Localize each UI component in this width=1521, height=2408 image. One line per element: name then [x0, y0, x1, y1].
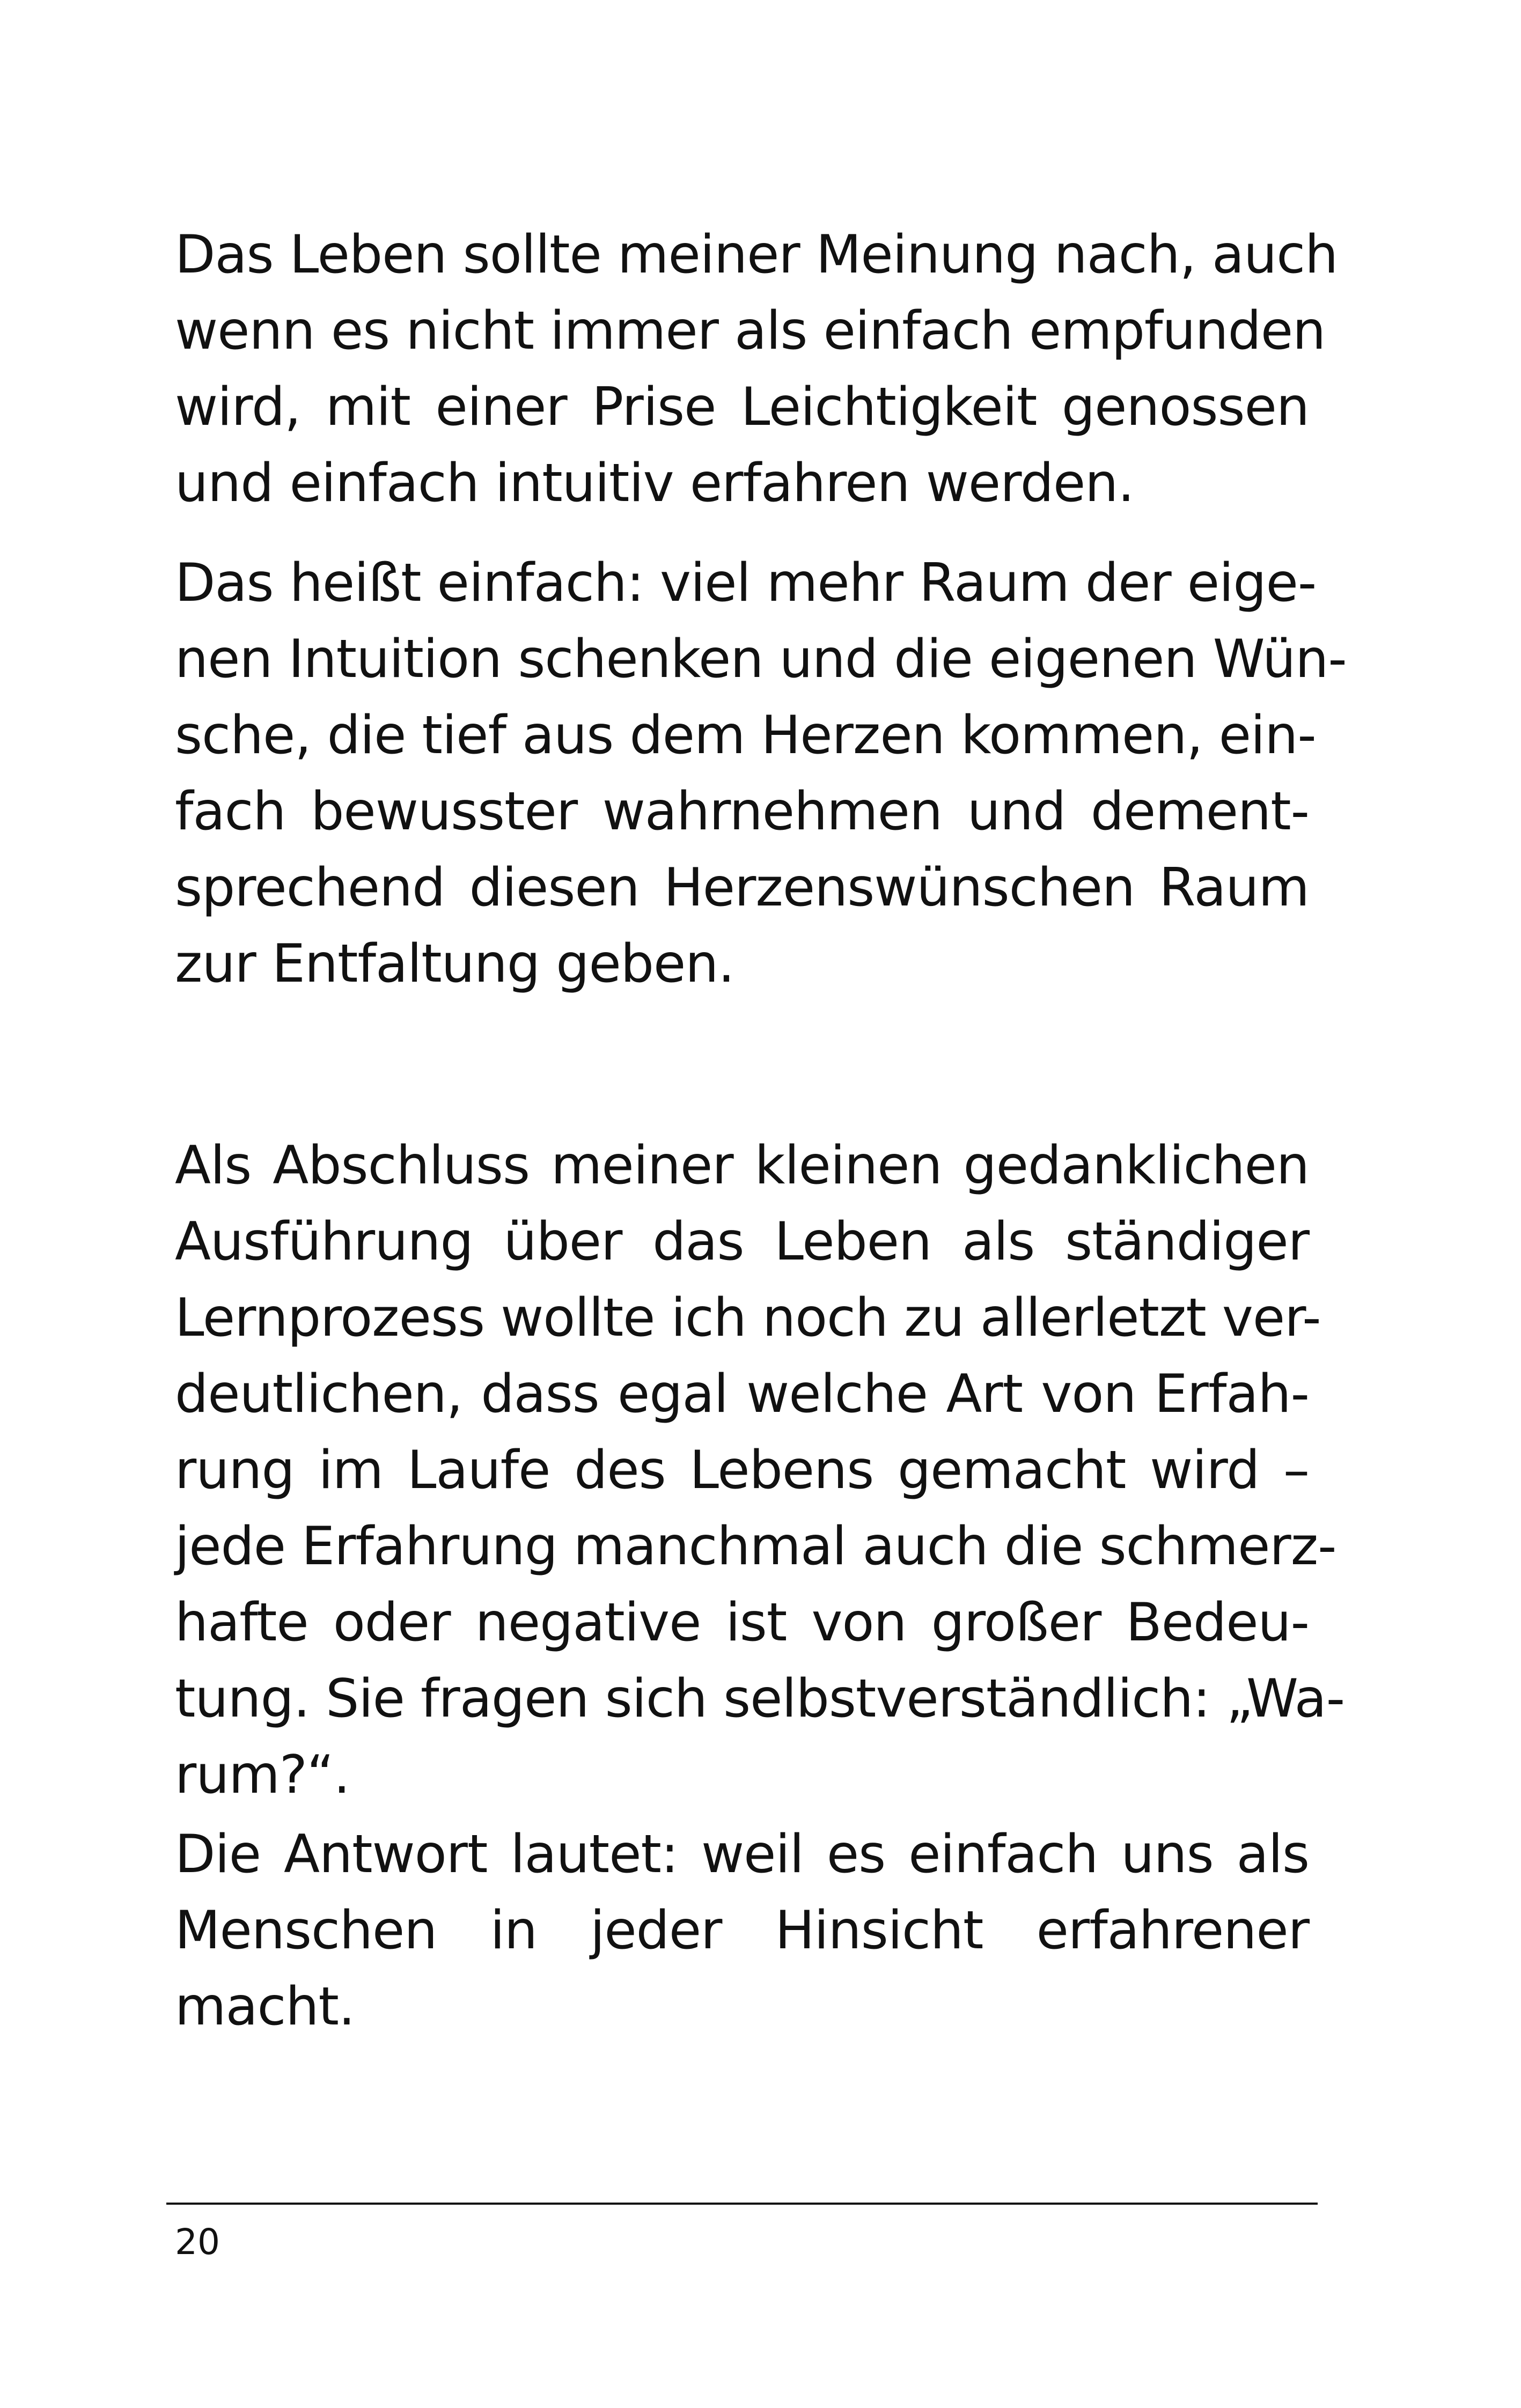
text-line: fach bewusster wahrnehmen und dement-: [175, 781, 1309, 842]
text-line: nen Intuition schenken und die eigenen Wün-: [175, 629, 1347, 690]
text-line: wenn es nicht immer als einfach empfunden: [175, 300, 1326, 362]
text-line: jede Erfahrung manchmal auch die schmerz-: [175, 1516, 1336, 1577]
text-line: Als Abschluss meiner kleinen gedanklichen: [175, 1135, 1309, 1196]
footer-rule: [166, 2203, 1318, 2205]
page-number: 20: [175, 2221, 220, 2263]
text-line: deutlichen, dass egal welche Art von Erfah-: [175, 1364, 1309, 1425]
text-line: Menschen in jeder Hinsicht erfahrener: [175, 1900, 1309, 1961]
paragraph-3: [175, 1128, 1345, 1813]
text-line: Das Leben sollte meiner Meinung nach, auch: [175, 224, 1338, 285]
text-line: sprechend diesen Herzenswünschen Raum: [175, 857, 1309, 918]
text-line: sche, die tief aus dem Herzen kommen, ein-: [175, 705, 1316, 766]
text-line: und einfach intuitiv erfahren werden.: [175, 453, 1134, 514]
text-line: zur Entfaltung geben.: [175, 933, 734, 995]
text-line: tung. Sie fragen sich selbstverständlich: „Wa-: [175, 1668, 1345, 1729]
text-line: wird, mit einer Prise Leichtigkeit genossen: [175, 377, 1309, 438]
text-line: Lernprozess wollte ich noch zu allerletzt ver-: [175, 1287, 1321, 1349]
paragraph-1: [175, 217, 1338, 521]
paragraph-4: [175, 1816, 1309, 2045]
text-line: Das heißt einfach: viel mehr Raum der eige-: [175, 553, 1317, 614]
text-line: Ausführung über das Leben als ständiger: [175, 1211, 1309, 1272]
paragraph-2: [175, 545, 1347, 1002]
text-line: Die Antwort lautet: weil es einfach uns als: [175, 1824, 1309, 1885]
text-line: rum?“.: [175, 1744, 350, 1806]
text-line: rung im Laufe des Lebens gemacht wird –: [175, 1440, 1309, 1501]
text-line: hafte oder negative ist von großer Bedeu-: [175, 1592, 1309, 1653]
text-line: macht.: [175, 1976, 355, 2037]
